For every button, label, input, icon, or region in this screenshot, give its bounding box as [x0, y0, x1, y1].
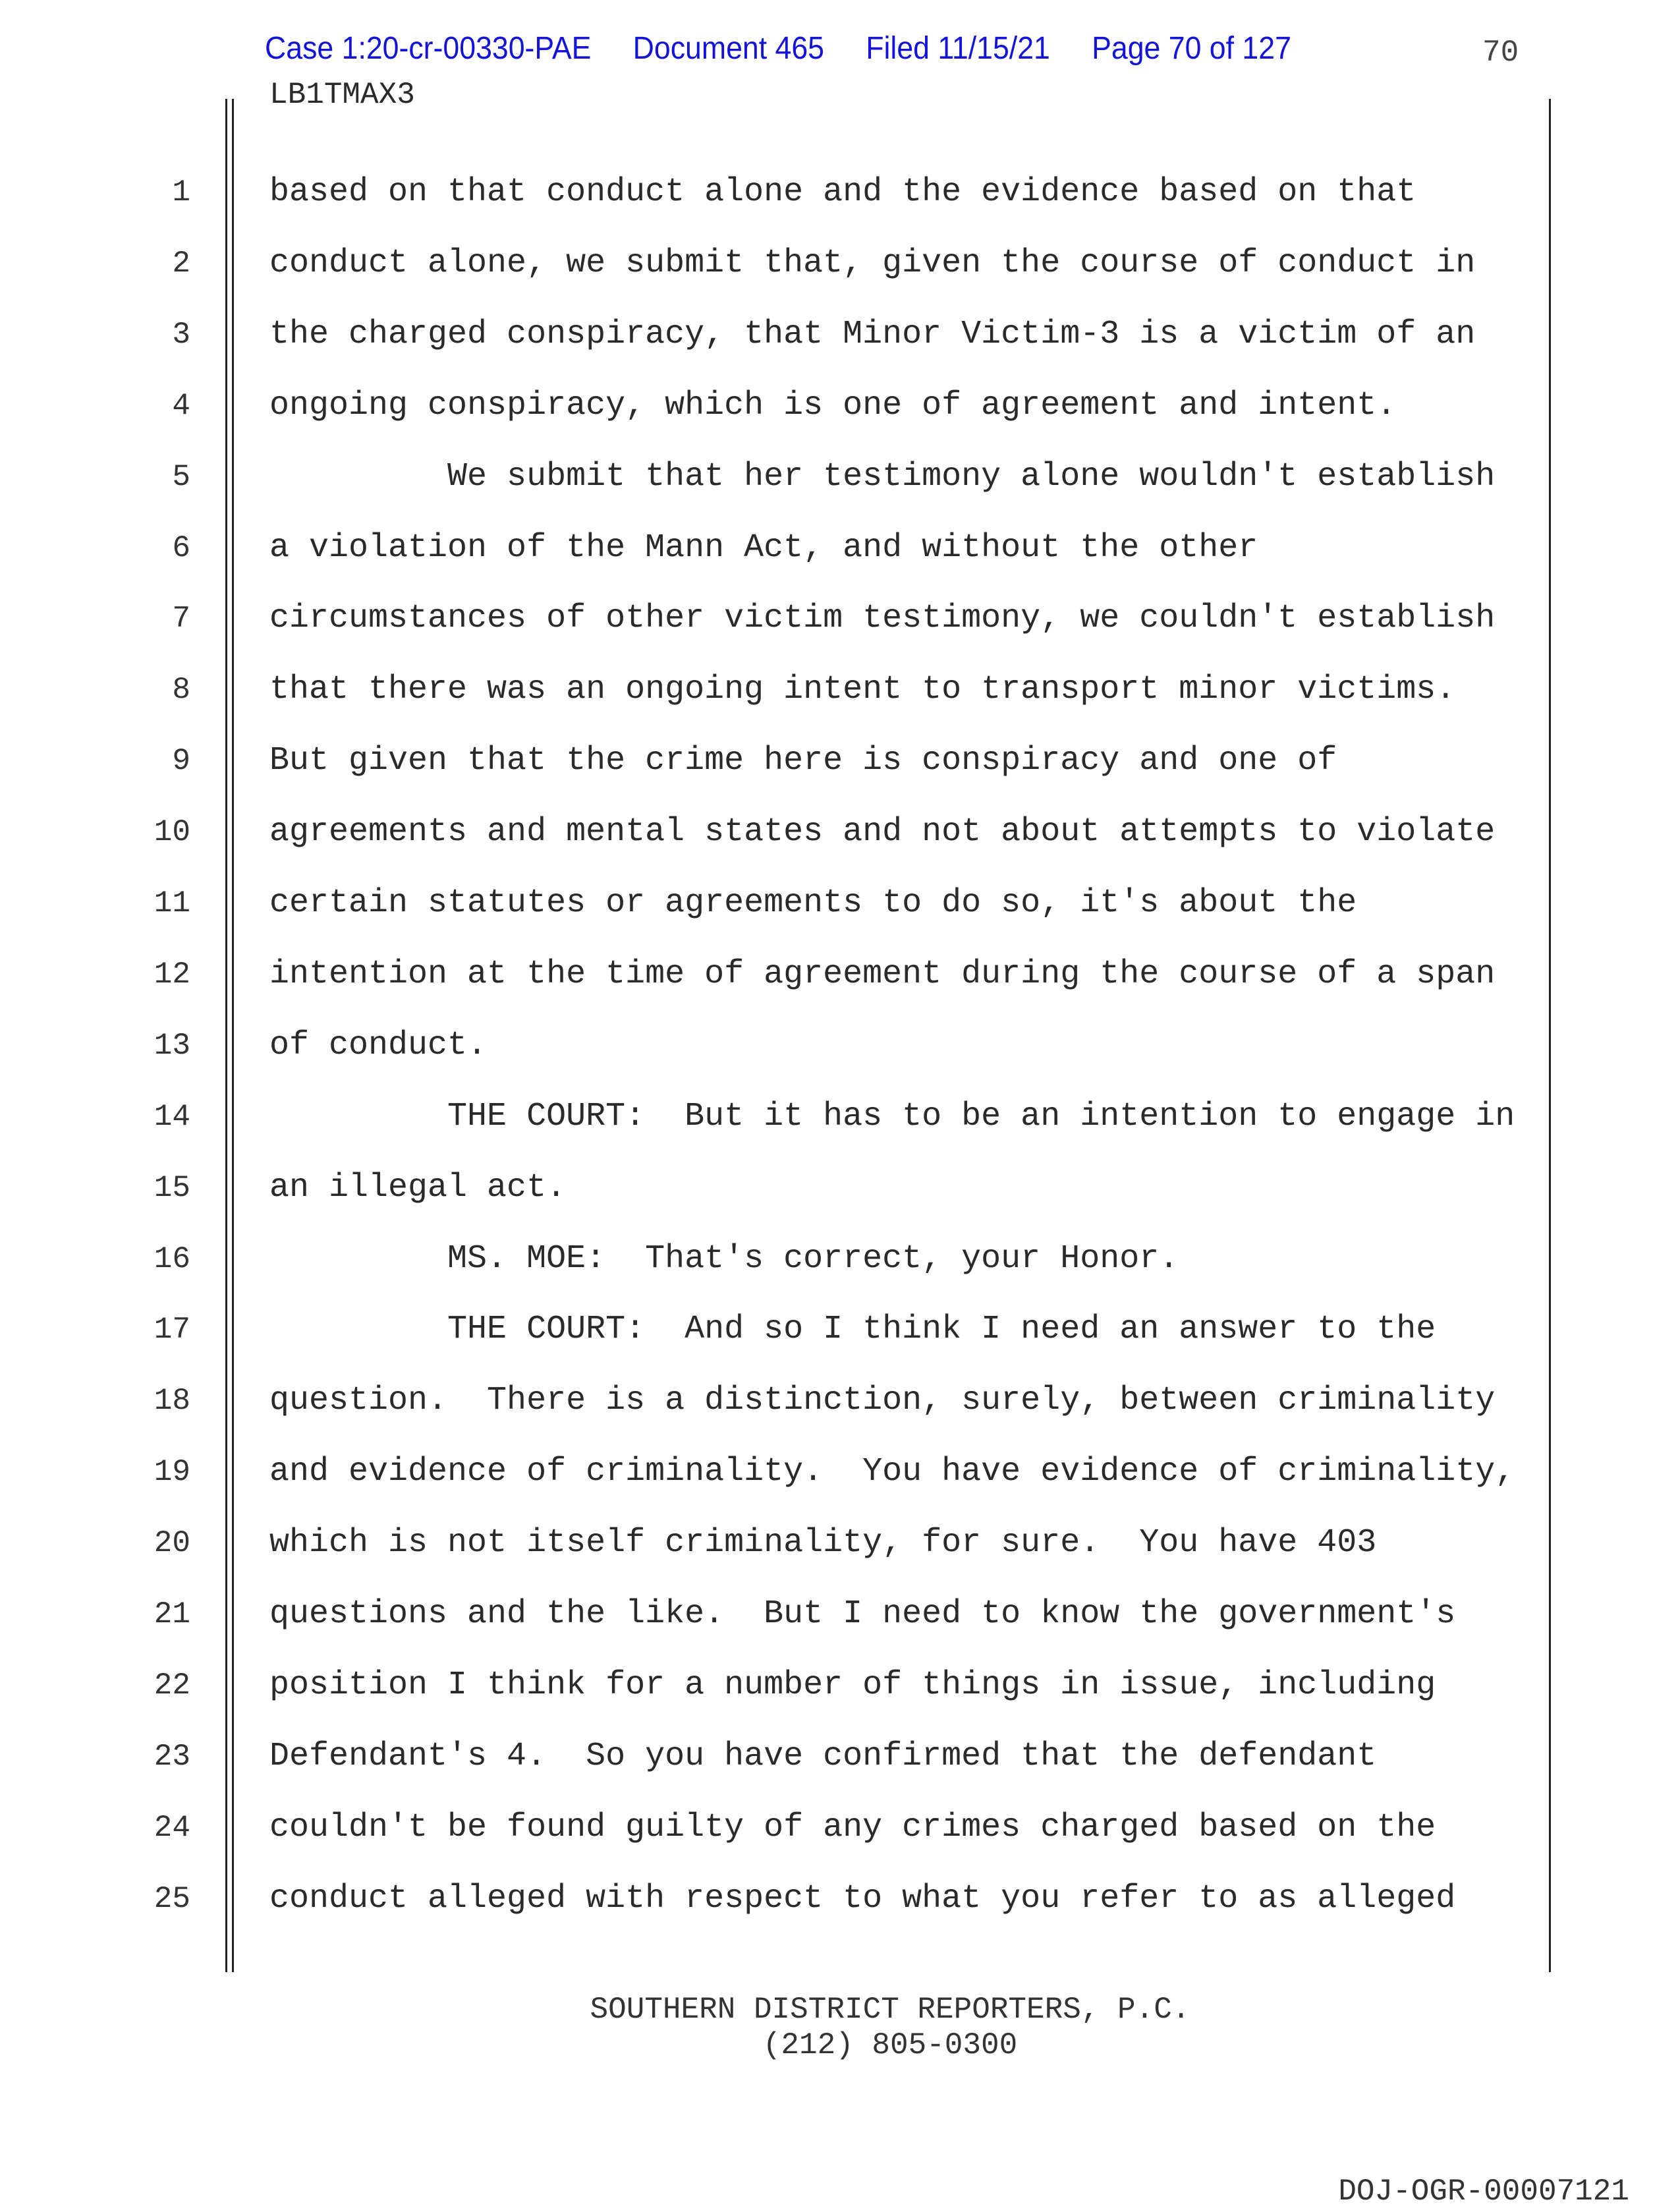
line-text: We submit that her testimony alone wouldn't establish — [269, 457, 1496, 496]
transcript-line — [0, 173, 1680, 212]
line-text: an illegal act. — [269, 1168, 567, 1206]
line-text: position I think for a number of things in issue, including — [269, 1666, 1436, 1704]
line-number: 18 — [154, 1384, 190, 1419]
line-text: intention at the time of agreement during the course of a span — [269, 955, 1496, 993]
line-number: 1 — [172, 175, 190, 210]
transcript-line — [0, 1452, 1680, 1492]
transcript-line — [0, 955, 1680, 994]
line-text: But given that the crime here is conspiracy and one of — [269, 742, 1337, 780]
transcript-code: LB1TMAX3 — [269, 78, 415, 112]
line-text: and evidence of criminality. You have evidence of criminality, — [269, 1453, 1515, 1491]
line-number: 15 — [154, 1170, 190, 1205]
transcript-line — [0, 315, 1680, 354]
page-indicator: Page 70 of 127 — [1092, 31, 1291, 66]
line-number: 3 — [172, 317, 190, 352]
line-text: question. There is a distinction, surely, between criminality — [269, 1382, 1496, 1420]
line-number: 20 — [154, 1526, 190, 1561]
transcript-line — [0, 457, 1680, 497]
line-text: the charged conspiracy, that Minor Victim-3 is a victim of an — [269, 315, 1476, 353]
transcript-line — [0, 1381, 1680, 1421]
transcript-line — [0, 244, 1680, 283]
transcript-line — [0, 1310, 1680, 1349]
transcript-line — [0, 1595, 1680, 1634]
line-text: ongoing conspiracy, which is one of agreement and intent. — [269, 386, 1397, 424]
transcript-page-number: 70 — [1482, 36, 1519, 70]
transcript-line — [0, 741, 1680, 781]
transcript-line — [0, 1097, 1680, 1137]
line-text: of conduct. — [269, 1026, 488, 1064]
transcript-line — [0, 1026, 1680, 1065]
line-text: conduct alone, we submit that, given the course of conduct in — [269, 244, 1476, 282]
line-number: 4 — [172, 388, 190, 423]
document-number: Document 465 — [632, 31, 825, 66]
line-number: 11 — [154, 886, 190, 921]
line-text: that there was an ongoing intent to transport minor victims. — [269, 671, 1456, 709]
line-number: 12 — [154, 957, 190, 992]
line-number: 22 — [154, 1668, 190, 1703]
line-number: 19 — [154, 1455, 190, 1490]
transcript-line — [0, 1808, 1680, 1848]
line-text: Defendant's 4. So you have confirmed that the defendant — [269, 1737, 1377, 1775]
transcript-line — [0, 1666, 1680, 1705]
transcript-line — [0, 1523, 1680, 1563]
reporter-phone: (212) 805-0300 — [762, 2028, 1018, 2062]
line-text: conduct alleged with respect to what you refer to as alleged — [269, 1879, 1456, 1917]
line-number: 13 — [154, 1028, 190, 1063]
transcript-line — [0, 1879, 1680, 1919]
line-number: 2 — [172, 246, 190, 281]
line-number: 14 — [154, 1099, 190, 1134]
case-number: Case 1:20-cr-00330-PAE — [265, 31, 592, 66]
line-number: 9 — [172, 744, 190, 779]
line-text: agreements and mental states and not about attempts to violate — [269, 813, 1496, 851]
filed-date: Filed 11/15/21 — [866, 31, 1050, 66]
transcript-line — [0, 1737, 1680, 1776]
line-number: 23 — [154, 1739, 190, 1774]
line-text: THE COURT: And so I think I need an answer to the — [269, 1311, 1436, 1349]
transcript-line — [0, 884, 1680, 923]
line-text: certain statutes or agreements to do so, it's about the — [269, 884, 1357, 922]
transcript-line — [0, 599, 1680, 638]
line-text: questions and the like. But I need to know the government's — [269, 1595, 1456, 1633]
line-text: THE COURT: But it has to be an intention to engage in — [269, 1097, 1515, 1135]
line-number: 21 — [154, 1597, 190, 1631]
transcript-line — [0, 1239, 1680, 1279]
line-text: a violation of the Mann Act, and without the other — [269, 528, 1258, 567]
transcript-line — [0, 812, 1680, 852]
transcript-line — [0, 386, 1680, 426]
line-number: 8 — [172, 673, 190, 708]
line-number: 25 — [154, 1881, 190, 1916]
reporter-name: SOUTHERN DISTRICT REPORTERS, P.C. — [590, 1993, 1190, 2027]
line-number: 17 — [154, 1313, 190, 1347]
transcript-line — [0, 1168, 1680, 1208]
line-text: couldn't be found guilty of any crimes charged based on the — [269, 1808, 1436, 1846]
line-number: 10 — [154, 815, 190, 850]
line-number: 7 — [172, 602, 190, 637]
transcript-line — [0, 670, 1680, 710]
bates-number: DOJ-OGR-00007121 — [1338, 2174, 1629, 2209]
line-number: 16 — [154, 1241, 190, 1276]
case-header — [265, 30, 1333, 67]
line-number: 5 — [172, 459, 190, 494]
line-text: based on that conduct alone and the evidence based on that — [269, 173, 1416, 211]
transcript-line — [0, 528, 1680, 568]
line-text: MS. MOE: That's correct, your Honor. — [269, 1239, 1179, 1278]
line-number: 24 — [154, 1810, 190, 1845]
line-text: which is not itself criminality, for sure. You have 403 — [269, 1524, 1377, 1562]
line-number: 6 — [172, 530, 190, 565]
line-text: circumstances of other victim testimony, we couldn't establish — [269, 600, 1496, 638]
